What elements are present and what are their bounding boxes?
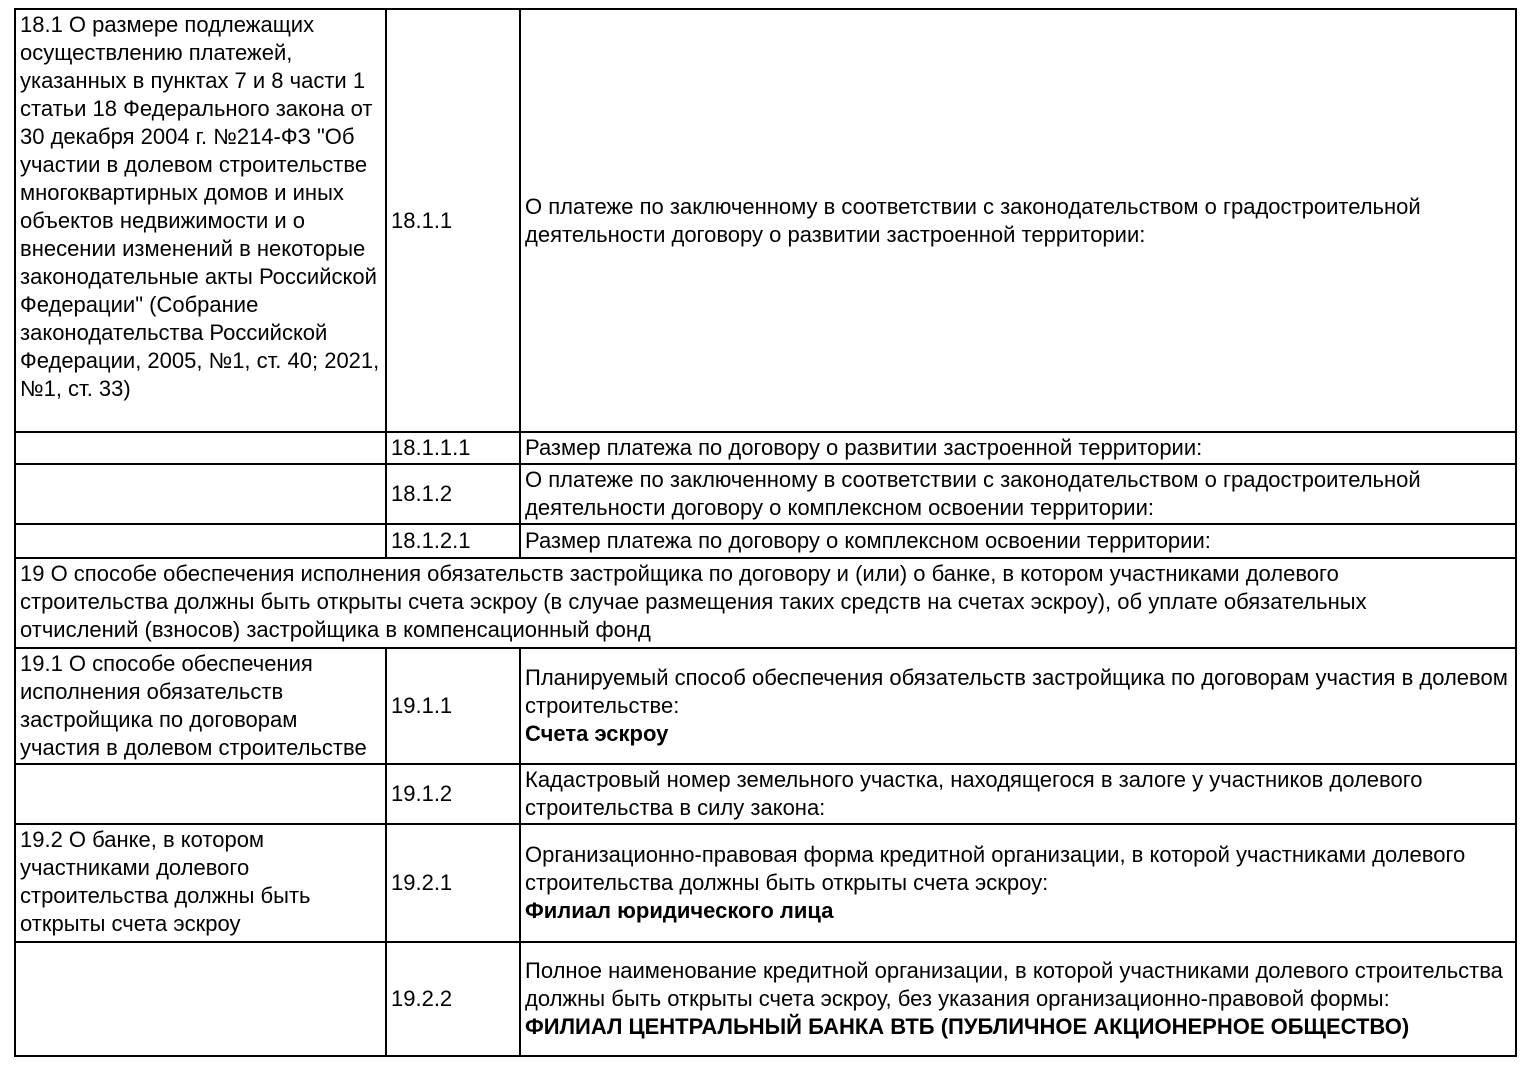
item-text-19-2-2: Полное наименование кредитной организации, в которой участниками долевого строительства должны быть открыты счета эскроу, без указания организационно-правовой формы: [525,958,1503,1011]
section-19-2-description: 19.2 О банке, в котором участниками долевого строительства должны быть открыты счета эскроу [15,824,386,942]
item-code-19-2-1: 19.2.1 [386,824,520,942]
table-row [15,464,1516,524]
item-text-19-2-1: Организационно-правовая форма кредитной организации, в которой участниками долевого строительства должны быть открыты счета эскроу: [525,842,1466,895]
empty-description-cell [15,942,386,1056]
item-text-18-1-2-1: Размер платежа по договору о комплексном освоении территории: [520,524,1516,558]
table-row [15,558,1516,648]
table-row [15,9,1516,432]
declaration-document [14,8,1517,1057]
item-code-19-1-1: 19.1.1 [386,648,520,764]
table-row [15,648,1516,764]
item-text-19-1-2: Кадастровый номер земельного участка, находящегося в залоге у участников долевого строительства в силу закона: [520,764,1516,824]
table-row [15,764,1516,824]
item-text-18-1-1-1: Размер платежа по договору о развитии застроенной территории: [520,432,1516,464]
section-18-1-description: 18.1 О размере подлежащих осуществлению платежей, указанных в пунктах 7 и 8 части 1 статьи 18 Федерального закона от 30 декабря 2004 г. №214-ФЗ "Об участии в долевом строительстве многоквартирных домов и иных объектов недвижимости и о внесении изменений в некоторые законодательные акты Российской Федерации" (Собрание законодательства Российской Федерации, 2005, №1, ст. 40; 2021, №1, ст. 33) [15,9,386,432]
item-value-19-1-1: Счета эскроу [525,721,669,746]
item-cell-19-1-1 [520,648,1516,764]
table-row [15,942,1516,1056]
item-code-18-1-1: 18.1.1 [386,9,520,432]
item-cell-19-2-2 [520,942,1516,1056]
table-row [15,524,1516,558]
empty-description-cell [15,764,386,824]
item-cell-19-2-1 [520,824,1516,942]
section-19-1-description: 19.1 О способе обеспечения исполнения обязательств застройщика по договорам участия в долевом строительстве [15,648,386,764]
section-19-header-text: 19 О способе обеспечения исполнения обязательств застройщика по договору и (или) о банке, в котором участниками долевого строительства должны быть открыты счета эскроу (в случае размещения таких средств на счетах эскроу), об уплате обязательных отчислений (взносов) застройщика в компенсационный фонд [20,561,1367,642]
item-code-18-1-2-1: 18.1.2.1 [386,524,520,558]
item-code-19-1-2: 19.1.2 [386,764,520,824]
item-code-19-2-2: 19.2.2 [386,942,520,1056]
item-text-18-1-1: О платеже по заключенному в соответствии с законодательством о градостроительной деятельности договору о развитии застроенной территории: [520,9,1516,432]
item-value-19-2-1: Филиал юридического лица [525,898,834,923]
item-value-19-2-2: ФИЛИАЛ ЦЕНТРАЛЬНЫЙ БАНКА ВТБ (ПУБЛИЧНОЕ АКЦИОНЕРНОЕ ОБЩЕСТВО) [525,1014,1410,1039]
empty-description-cell [15,432,386,464]
declaration-table [14,8,1517,1057]
item-text-19-1-1: Планируемый способ обеспечения обязательств застройщика по договорам участия в долевом строительстве: [525,665,1508,718]
empty-description-cell [15,464,386,524]
empty-description-cell [15,524,386,558]
item-code-18-1-1-1: 18.1.1.1 [386,432,520,464]
table-row [15,824,1516,942]
item-text-18-1-2: О платеже по заключенному в соответствии с законодательством о градостроительной деятельности договору о комплексном освоении территории: [520,464,1516,524]
section-19-header [15,558,1516,648]
table-row [15,432,1516,464]
item-code-18-1-2: 18.1.2 [386,464,520,524]
